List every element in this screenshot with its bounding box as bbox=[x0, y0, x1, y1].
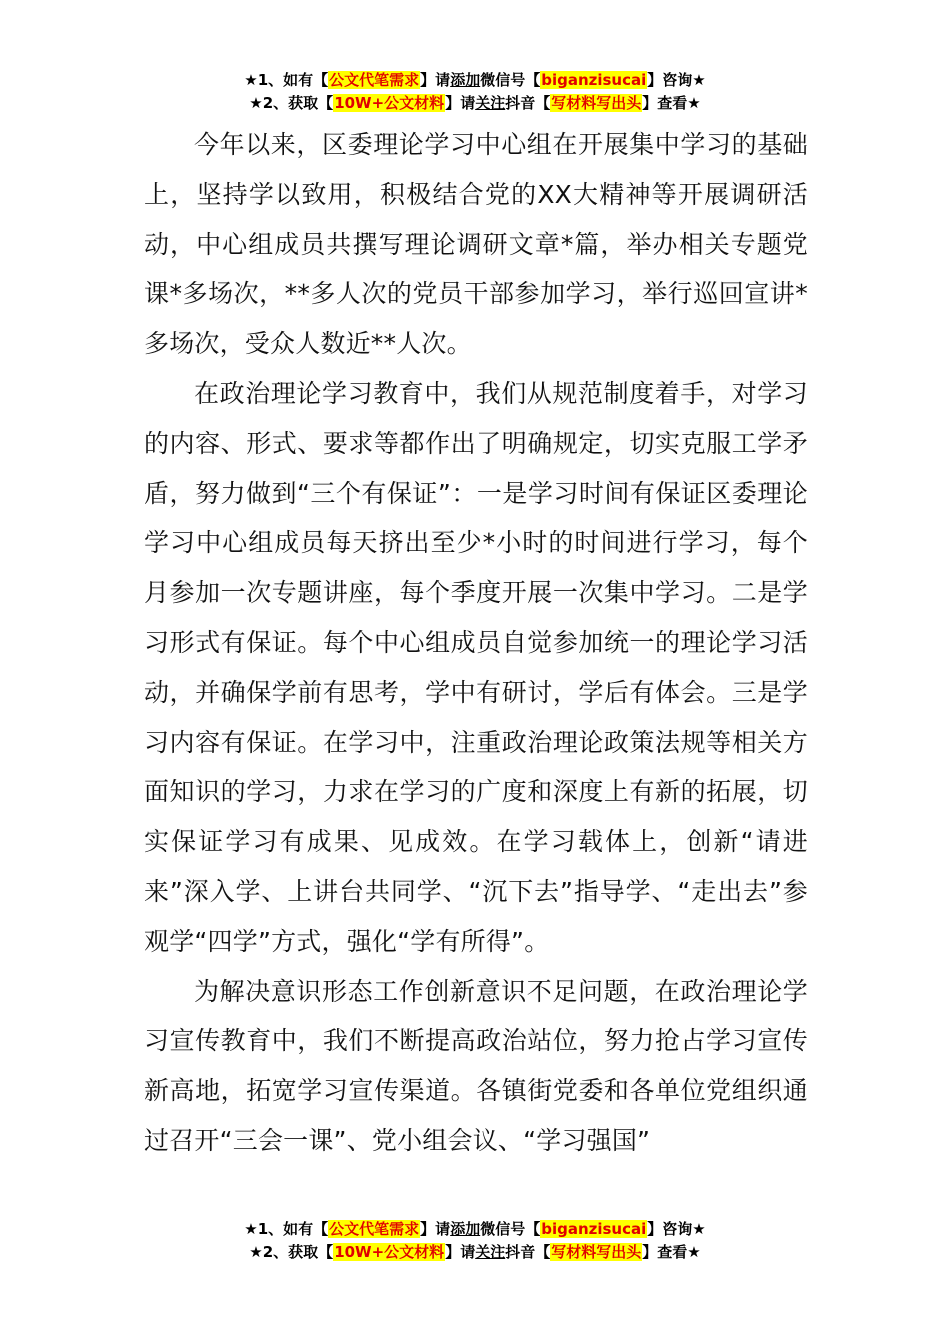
highlight-service: 公文代笔需求 bbox=[329, 71, 420, 89]
banner-line-1: ★1、如有【公文代笔需求】请添加微信号【biganzisucai】咨询★ bbox=[244, 1220, 706, 1238]
wechat-id: biganzisucai bbox=[541, 71, 647, 89]
douyin-account: 写材料写出头 bbox=[551, 94, 642, 112]
highlight-service: 公文代笔需求 bbox=[329, 1220, 420, 1238]
banner-line-1: ★1、如有【公文代笔需求】请添加微信号【biganzisucai】咨询★ bbox=[244, 71, 706, 89]
document-body bbox=[144, 120, 808, 1166]
highlight-materials: 10W+公文材料 bbox=[334, 1243, 445, 1261]
paragraph-1: 今年以来，区委理论学习中心组在开展集中学习的基础上，坚持学以致用，积极结合党的XX大精神等开展调研活动，中心组成员共撰写理论调研文章*篇，举办相关专题党课*多场次，**多人次的党员干部参加学习，举行巡回宣讲*多场次，受众人数近**人次。 bbox=[144, 130, 808, 359]
paragraph-3: 为解决意识形态工作创新意识不足问题，在政治理论学习宣传教育中，我们不断提高政治站位，努力抢占学习宣传新高地，拓宽学习宣传渠道。各镇街党委和各单位党组织通过召开“三会一课”、党小组会议、“学习强国” bbox=[144, 976, 808, 1155]
banner-line-2: ★2、获取【10W+公文材料】请关注抖音【写材料写出头】查看★ bbox=[249, 1243, 701, 1261]
footer-banner bbox=[0, 1218, 950, 1264]
wechat-id: biganzisucai bbox=[541, 1220, 647, 1238]
highlight-materials: 10W+公文材料 bbox=[334, 94, 445, 112]
banner-line-2: ★2、获取【10W+公文材料】请关注抖音【写材料写出头】查看★ bbox=[249, 94, 701, 112]
douyin-account: 写材料写出头 bbox=[551, 1243, 642, 1261]
paragraph-2: 在政治理论学习教育中，我们从规范制度着手，对学习的内容、形式、要求等都作出了明确规定，切实克服工学矛盾，努力做到“三个有保证”：一是学习时间有保证区委理论学习中心组成员每天挤出至少*小时的时间进行学习，每个月参加一次专题讲座，每个季度开展一次集中学习。二是学习形式有保证。每个中心组成员自觉参加统一的理论学习活动，并确保学前有思考，学中有研讨，学后有体会。三是学习内容有保证。在学习中，注重政治理论政策法规等相关方面知识的学习，力求在学习的广度和深度上有新的拓展，切实保证学习有成果、见成效。在学习载体上，创新“请进来”深入学、上讲台共同学、“沉下去”指导学、“走出去”参观学“四学”方式，强化“学有所得”。 bbox=[144, 378, 808, 956]
header-banner bbox=[0, 69, 950, 115]
